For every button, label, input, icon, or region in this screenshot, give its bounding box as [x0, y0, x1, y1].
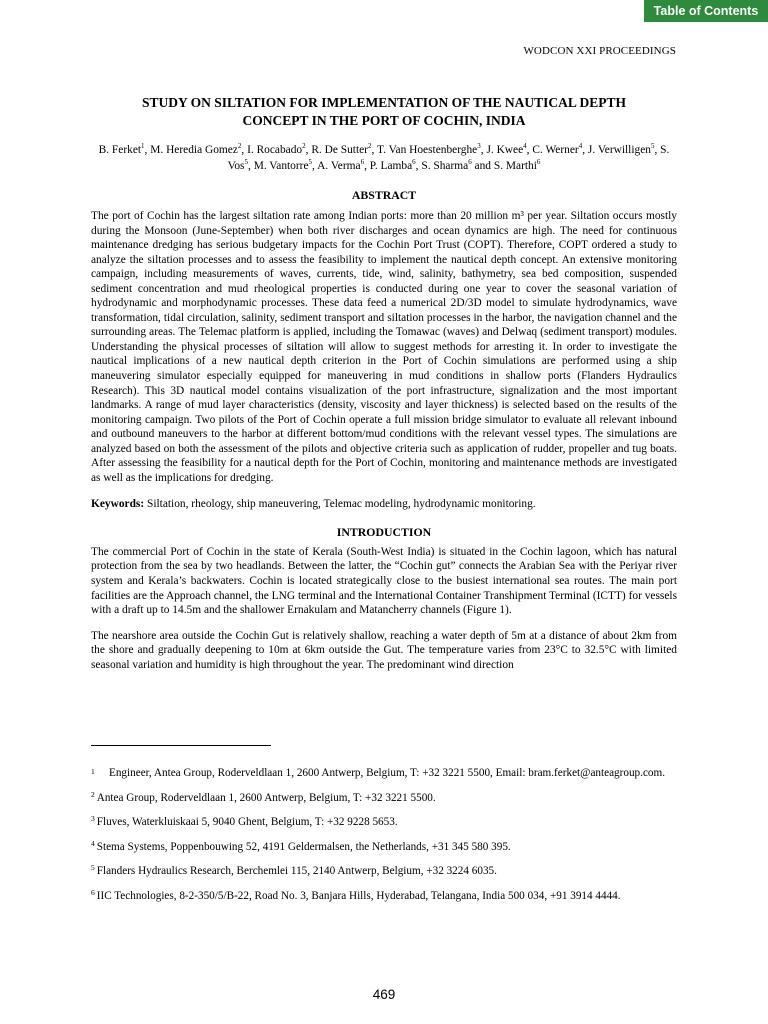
author-list: B. Ferket$^1$, M. Heredia Gomez$^2$, I. Rocabado$^2$, R. De Sutter$^2$, T. Van Hoestenberghe$^3$, J. Kwee$^4$, C. Werner$^4$, J. Verwilligen$^5$, S. Vos$^5$, M. Vantorre$^5$, A. Verma$^6$, P. Lamba$^6$, S. Sharma$^6$ and S. Marthi$^6$: [98, 142, 670, 172]
footnote-text: Antea Group, Roderveldlaan 1, 2600 Antwerp, Belgium, T: +32 3221 5500.: [96, 791, 436, 804]
author-affiliation-mark: 3: [477, 142, 481, 151]
keywords-label: Keywords:: [91, 498, 145, 511]
abstract-text: The port of Cochin has the largest siltation rate among Indian ports: more than 20 million m³ per year. Siltation occurs mostly during the Monsoon (June-September) when both river discharges and ocean dynamics are high. The need for continuous maintenance dredging has serious budgetary impacts for the Cochin Port Trust (COPT). Therefore, COPT ordered a study to analyze the siltation processes and to assess the feasibility to implement the nautical depth concept. An extensive monitoring campaign, including measurements of waves, currents, tide, wind, salinity, bathymetry, sea bed composition, suspended sediment concentration and mud rheological properties is conducted during one year to cover the seasonal variation of hydrodynamic and morphodynamic processes. These data feed a numerical 2D/3D model to simulate hydrodynamics, wave transformation, tidal circulation, salinity, sediment transport and siltation processes in the harbor, the navigation channel and the surrounding areas. The Telemac platform is applied, including the Tomawac (waves) and Delwaq (sediment transport) modules. Understanding the physical processes of siltation will allow to suggest methods for arresting it. In order to investigate the nautical implications of a new nautical depth criterion in the Port of Cochin simulations are performed using a ship maneuvering simulator especially equipped for maneuvering in mud conditions in shallow ports (Flanders Hydraulics Research). This 3D nautical model contains visualization of the port infrastructure, signalization and the most important landmarks. A range of mud layer characteristics (density, viscosity and layer thickness) is selected based on the results of the monitoring campaign. Two pilots of the Port of Cochin operate a full mission bridge simulator to evaluate all relevant inbound and outbound maneuvers to the harbor at different bottom/mud conditions with the relevant vessel types. The simulations are analyzed based on both the assessment of the pilots and objective criteria such as application of rudder, propeller and tug boats. After assessing the feasibility for a nautical depth for the Port of Cochin, monitoring and maintenance methods are investigated as well as the implications for dredging.: [91, 210, 677, 484]
footnote-number: 2: [91, 789, 95, 799]
footnote-number: 3: [91, 814, 95, 823]
author-name: T. Van Hoestenberghe: [376, 144, 478, 156]
footnote-text: Flanders Hydraulics Research, Berchemlei 115, 2140 Antwerp, Belgium, +32 3224 6035.: [96, 865, 497, 877]
footnote: [91, 791, 677, 806]
footnote: [91, 766, 677, 781]
footnote-divider: [91, 745, 271, 746]
footnote-number: 4: [91, 838, 95, 848]
footnote: [91, 840, 677, 855]
author-name: P. Lamba: [369, 160, 413, 172]
footnote-text: Engineer, Antea Group, Roderveldlaan 1, 2600 Antwerp, Belgium, T: +32 3221 5500, Email: bram.ferket@anteagroup.com.: [109, 767, 665, 779]
footnote-number: 5: [91, 863, 95, 872]
author-name: S. Vos: [227, 144, 670, 172]
author-name: C. Werner: [532, 144, 579, 156]
table-of-contents-button[interactable]: Table of Contents: [644, 0, 768, 22]
author-affiliation-mark: 6: [412, 158, 416, 167]
author-affiliation-mark: 6: [360, 158, 365, 167]
footnote-text: IIC Technologies, 8-2-350/5/B-22, Road No. 3, Banjara Hills, Hyderabad, Telangana, India 500 034, +91 3914 4444.: [96, 889, 621, 902]
footnote: [91, 815, 677, 830]
footnote-number: 1: [91, 767, 95, 776]
author-name: S. Sharma: [421, 160, 469, 172]
paper-body: [91, 94, 677, 672]
author-name: M. Vantorre: [253, 160, 309, 172]
paper-title: [91, 94, 677, 130]
author-affiliation-mark: 2: [367, 142, 372, 151]
footnote-text: Fluves, Waterkluiskaai 5, 9040 Ghent, Belgium, T: +32 9228 5653.: [96, 816, 398, 828]
introduction-heading: INTRODUCTION: [336, 524, 432, 539]
author-name: M. Heredia Gomez: [150, 144, 238, 156]
author-affiliation-mark: 5: [650, 142, 655, 151]
author-affiliation-mark: 6: [468, 158, 472, 167]
author-name: B. Ferket: [98, 144, 142, 156]
title-line-2: CONCEPT IN THE PORT OF COCHIN, INDIA: [242, 113, 526, 128]
author-affiliation-mark: 4: [578, 142, 583, 151]
footnote: [91, 864, 677, 879]
footnote-text: Stema Systems, Poppenbouwing 52, 4191 Geldermalsen, the Netherlands, +31 345 580 395.: [96, 840, 511, 853]
running-header: WODCON XXI PROCEEDINGS: [523, 45, 676, 57]
author-name: J. Kwee: [486, 144, 524, 156]
author-affiliation-mark: 5: [308, 158, 313, 167]
introduction-paragraph-1: The commercial Port of Cochin in the state of Kerala (South-West India) is situated in the Cochin lagoon, which has natural protection from the sea by two headlands. Between the latter, the “Cochin gut” connects the Arabian Sea with the Periyar river system and Kerala’s backwaters. Cochin is located strategically close to the busiest international sea routes. The main port facilities are the Approach channel, the LNG terminal and the International Container Transhipment Terminal (ICTT) for vessels with a draft up to 14.5m and the shallower Ernakulam and Matancherry channels (Figure 1).: [91, 545, 677, 617]
author-affiliation-mark: 2: [302, 142, 306, 151]
keywords-text: Siltation, rheology, ship maneuvering, Telemac modeling, hydrodynamic monitoring.: [144, 498, 536, 511]
author-name: J. Verwilligen: [587, 144, 651, 156]
author-affiliation-mark: 2: [237, 142, 242, 151]
footnote-number: 6: [91, 887, 95, 897]
author-affiliation-mark: 5: [244, 158, 248, 167]
author-affiliation-mark: 6: [536, 158, 541, 167]
author-name: I. Rocabado: [247, 144, 303, 156]
footnote: [91, 889, 677, 904]
footnotes: [91, 766, 677, 913]
author-affiliation-mark: 1: [141, 142, 145, 151]
title-line-1: STUDY ON SILTATION FOR IMPLEMENTATION OF THE NAUTICAL DEPTH: [141, 95, 627, 110]
abstract-heading: ABSTRACT: [351, 188, 417, 202]
introduction-paragraph-2: The nearshore area outside the Cochin Gut is relatively shallow, reaching a water depth of 5m at a distance of about 2km from the shore and gradually deepening to 10m at 6km outside the Gut. The temperature varies from 23°C to 32.5°C with limited seasonal variation and humidity is high throughout the year. The predominant wind direction: [91, 629, 677, 671]
page-number: 469: [372, 987, 396, 1002]
author-name: S. Marthi: [493, 160, 537, 172]
keywords: [91, 497, 677, 512]
author-name: R. De Sutter: [311, 144, 368, 156]
author-name: A. Verma: [317, 160, 361, 172]
author-affiliation-mark: 4: [523, 142, 527, 151]
